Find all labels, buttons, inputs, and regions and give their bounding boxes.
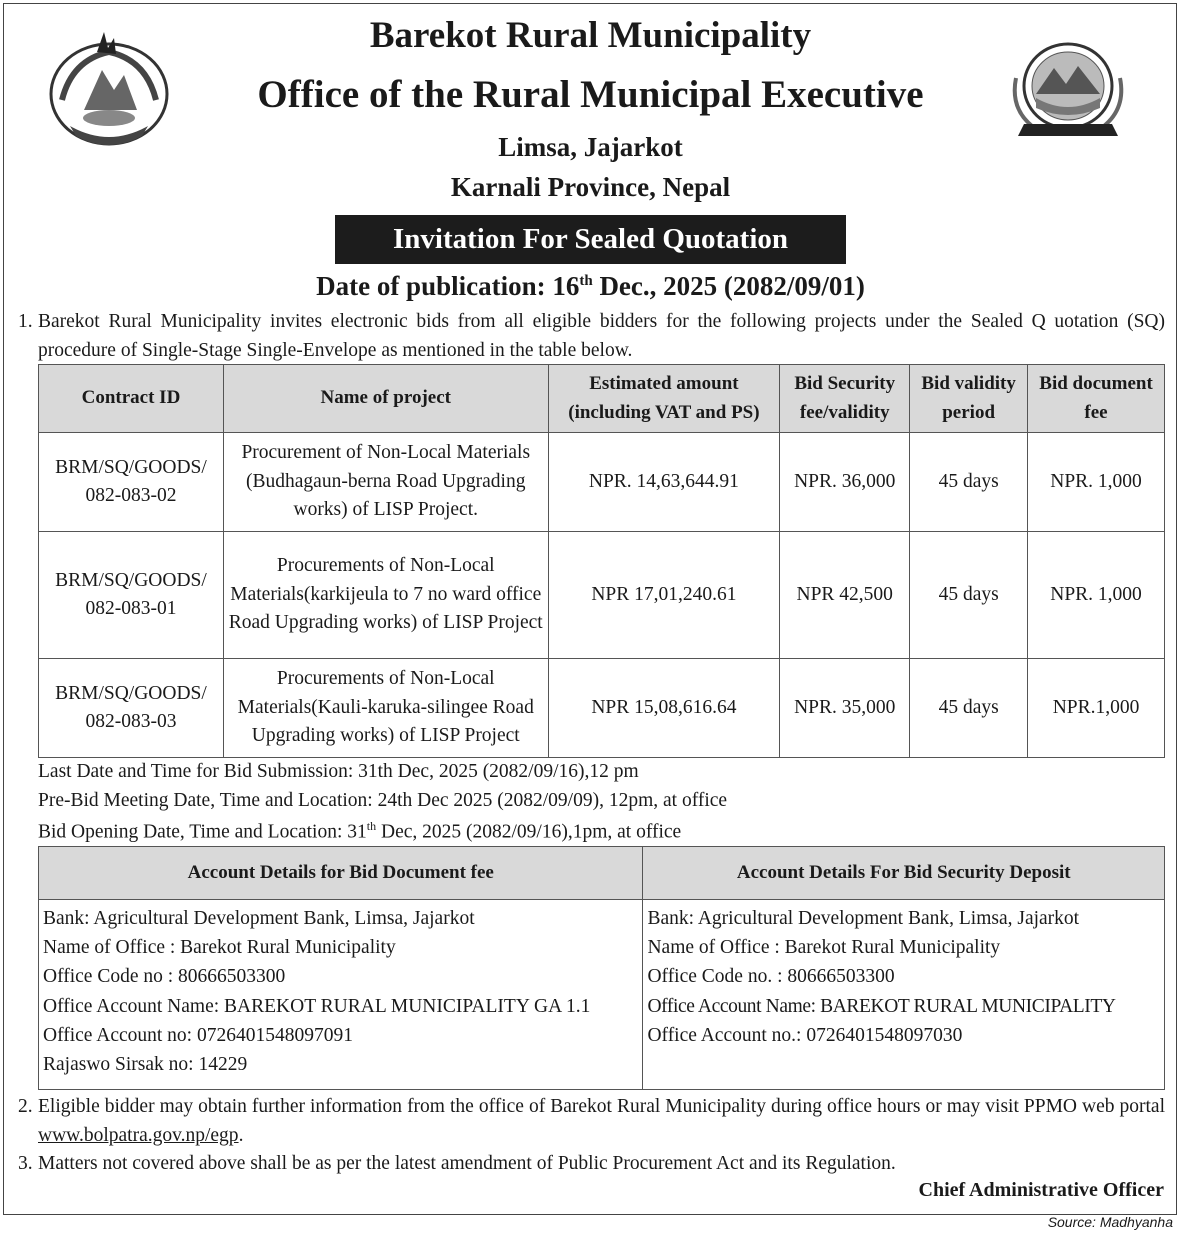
doc-fee-account-details xyxy=(39,900,643,1090)
validity-cell: 45 days xyxy=(910,433,1028,532)
col-header-amount: Estimated amount (including VAT and PS) xyxy=(548,365,780,433)
table-row xyxy=(39,659,1165,758)
col-header-doc-fee: Bid document fee xyxy=(1028,365,1165,433)
amount-cell: NPR 15,08,616.64 xyxy=(548,659,780,758)
account-line: Office Account no.: 0726401548097030 xyxy=(647,1024,963,1046)
clause-3 xyxy=(18,1150,1165,1179)
contract-id-cell: BRM/SQ/GOODS/ 082-083-03 xyxy=(39,659,224,758)
submission-deadline: Last Date and Time for Bid Submission: 31th Dec, 2025 (2082/09/16),12 pm xyxy=(38,761,639,782)
project-cell: Procurements of Non-Local Materials(karkijeula to 7 no ward office Road Upgrading works) of LISP Project xyxy=(223,532,548,659)
clause-1-number: 1. xyxy=(18,311,33,332)
security-cell: NPR. 36,000 xyxy=(780,433,910,532)
bolpatra-link[interactable]: www.bolpatra.gov.np/egp xyxy=(38,1124,239,1146)
clause-2-number: 2. xyxy=(18,1096,33,1117)
doc-fee-cell: NPR. 1,000 xyxy=(1028,433,1165,532)
account-line: Office Code no : 80666503300 xyxy=(43,966,286,988)
clause-2-text: Eligible bidder may obtain further information from the office of Barekot Rural Municipality during office hours or may visit PPMO web portal xyxy=(38,1096,1165,1117)
amount-cell: NPR. 14,63,644.91 xyxy=(548,433,780,532)
table-row xyxy=(39,433,1165,532)
clause-2: 2. Eligible bidder may obtain further information from the office of Barekot Rural Municipality during office hours or may visit PPMO web portal www.bolpatra.gov.np/egp. xyxy=(18,1093,1165,1150)
clause-1 xyxy=(18,308,1165,365)
account-line: Name of Office : Barekot Rural Municipality xyxy=(647,937,1001,959)
account-details-table xyxy=(38,846,1165,1090)
account-line: Office Account Name: BAREKOT RURAL MUNICIPALITY GA 1.1 xyxy=(43,995,591,1017)
account-line: Name of Office : Barekot Rural Municipality xyxy=(43,937,396,959)
account-line: Office Account no: 0726401548097091 xyxy=(43,1024,353,1046)
col-header-contract-id: Contract ID xyxy=(39,365,224,433)
security-account-header: Account Details For Bid Security Deposit xyxy=(643,847,1165,900)
bid-opening: Bid Opening Date, Time and Location: 31th Dec, 2025 (2082/09/16),1pm, at office xyxy=(38,819,682,843)
signature-title: Chief Administrative Officer xyxy=(918,1179,1164,1201)
account-line: Bank: Agricultural Development Bank, Limsa, Jajarkot xyxy=(43,908,475,929)
publication-date: Date of publication: 16th Dec., 2025 (2082/09/01) xyxy=(316,271,865,301)
clause-3-number: 3. xyxy=(18,1153,33,1174)
prebid-meeting: Pre-Bid Meeting Date, Time and Location: 24th Dec 2025 (2082/09/09), 12pm, at office xyxy=(38,790,728,811)
contract-id-cell: BRM/SQ/GOODS/ 082-083-02 xyxy=(39,433,224,532)
address-line-1: Limsa, Jajarkot xyxy=(498,132,683,162)
table-row xyxy=(39,532,1165,659)
source-credit: Source: Madhyanha xyxy=(1047,1214,1173,1230)
project-cell: Procurement of Non-Local Materials (Budhagaun-berna Road Upgrading works) of LISP Project. xyxy=(223,433,548,532)
doc-fee-cell: NPR.1,000 xyxy=(1028,659,1165,758)
table-header-row xyxy=(39,365,1165,433)
validity-cell: 45 days xyxy=(910,659,1028,758)
account-line: Bank: Agricultural Development Bank, Limsa, Jajarkot xyxy=(647,908,1080,929)
security-cell: NPR. 35,000 xyxy=(780,659,910,758)
account-line: Office Account Name: BAREKOT RURAL MUNICIPALITY xyxy=(647,995,1116,1017)
security-cell: NPR 42,500 xyxy=(780,532,910,659)
contract-id-cell: BRM/SQ/GOODS/ 082-083-01 xyxy=(39,532,224,659)
doc-fee-cell: NPR. 1,000 xyxy=(1028,532,1165,659)
col-header-security: Bid Security fee/validity xyxy=(780,365,910,433)
clause-1-text: Barekot Rural Municipality invites electronic bids from all eligible bidders for the following projects under the Sealed Q uotation (SQ) procedure of Single-Stage Single-Envelope as mentioned in the table below. xyxy=(38,311,1165,361)
account-line: Rajaswo Sirsak no: 14229 xyxy=(43,1054,248,1076)
account-line: Office Code no. : 80666503300 xyxy=(647,966,895,988)
address-line-2: Karnali Province, Nepal xyxy=(450,172,731,202)
municipality-title: Barekot Rural Municipality xyxy=(369,15,812,56)
validity-cell: 45 days xyxy=(910,532,1028,659)
col-header-validity: Bid validity period xyxy=(910,365,1028,433)
col-header-project: Name of project xyxy=(223,365,548,433)
security-account-details xyxy=(643,900,1165,1090)
doc-fee-account-header: Account Details for Bid Document fee xyxy=(39,847,643,900)
contracts-table xyxy=(38,364,1165,758)
office-title: Office of the Rural Municipal Executive xyxy=(257,73,924,116)
amount-cell: NPR 17,01,240.61 xyxy=(548,532,780,659)
clause-3-text: Matters not covered above shall be as per the latest amendment of Public Procurement Act and its Regulation. xyxy=(38,1153,896,1174)
notice-banner: Invitation For Sealed Quotation xyxy=(335,215,846,264)
project-cell: Procurements of Non-Local Materials(Kauli-karuka-silingee Road Upgrading works) of LISP Project xyxy=(223,659,548,758)
